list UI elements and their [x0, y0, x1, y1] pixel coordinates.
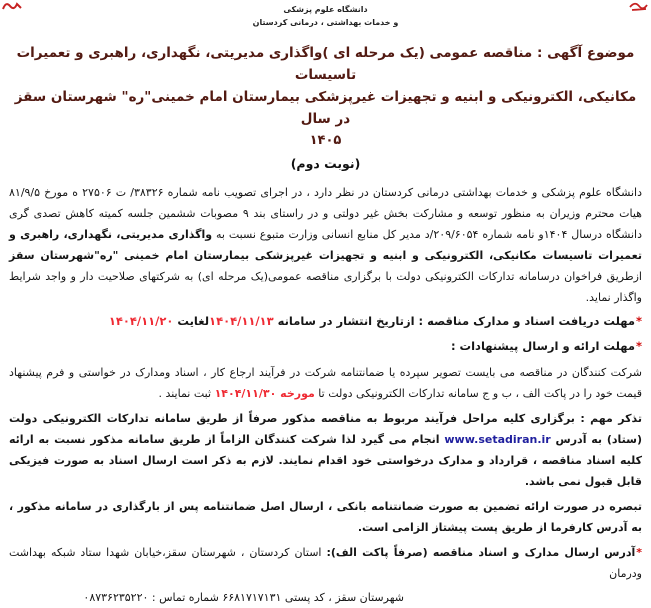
bank-guarantee-clause: تبصره در صورت ارائه تضمین به صورت ضمانتنامه بانکی ، ارسال اصل ضمانتنامه پس از بارگذاری در سامانه مذکور ، به آدرس کارفرما از طریق پست پیشتاز الزامی است. [9, 500, 642, 534]
address-label: آدرس ارسال مدارک و اسناد مناقصه (صرفاً پاکت الف): [326, 546, 636, 559]
important-note-run1: تذکر مهم : برگزاری کلیه مراحل فرآیند مربوط به مناقصه مذکور صرفاً از طریق سامانه تدارکات الکترونیکی دولت (ستاد) به آدرس [9, 412, 643, 446]
setadiran-link[interactable]: www.setadiran.ir [444, 433, 551, 446]
letterhead [9, 3, 642, 29]
address-paragraph [9, 542, 642, 584]
participants-run-closing: ثبت نمایند . [158, 387, 215, 400]
notice-title [9, 42, 642, 152]
letterhead-mark-left [2, 0, 22, 12]
letterhead-mark-right [629, 0, 649, 12]
asterisk-icon: * [636, 546, 642, 559]
notice-title-line2: مکانیکی، الکترونیکی و ابنیه و تجهیزات غیرپزشکی بیمارستان امام خمینی"ره" شهرستان سقز در سال [14, 89, 637, 127]
intro-run-bold-subject: واگذاری مدیریتی، نگهداری، راهبری و تعمیرات تاسیسات مکانیکی، الکترونیکی و ابنیه و تجهیزات غیرپزشکی بیمارستان امام خمینی "ره"شهرستان سقز [9, 228, 642, 262]
deadline-end-date: ۱۴۰۴/۱۱/۲۰ [108, 314, 174, 328]
submission-due-date: مورخه ۱۴۰۴/۱۱/۳۰ [214, 387, 315, 400]
participants-paragraph [9, 362, 642, 404]
round-label: (نوبت دوم) [290, 156, 361, 171]
asterisk-icon: * [635, 314, 642, 328]
important-note-paragraph [9, 408, 642, 492]
asterisk-icon: * [635, 339, 642, 353]
deadline-until-label: لغایت [173, 314, 210, 328]
letterhead-line2: و خدمات بهداشتی ، درمانی کردستان [252, 18, 399, 27]
letterhead-line1: دانشگاه علوم پزشکی [283, 5, 368, 14]
deadline-start-date: ۱۴۰۴/۱۱/۱۳ [209, 314, 274, 328]
submission-deadline-line [9, 335, 642, 358]
notice-title-line1: موضوع آگهی : مناقصه عمومی (یک مرحله ای )واگذاری مدیریتی، نگهداری، راهبری و تعمیرات تاسیسات [16, 45, 635, 83]
intro-run-closing: ازطریق فراخوان درسامانه تدارکات الکترونیکی دولت با برگزاری مناقصه عمومی(یک مرحله ای) به شرکتهای صلاحیت دار و واجد شرایط واگذار نماید. [9, 270, 642, 304]
contact-line: شهرستان سقز ، کد پستی ۶۶۸۱۷۱۷۱۳۱ شماره تماس : ۰۸۷۳۶۲۳۵۲۲۰ [83, 591, 404, 604]
address-value: استان کردستان ، شهرستان سقز،خیابان شهدا ستاد شبکه بهداشت ودرمان [9, 546, 642, 580]
deadline-docs-label: مهلت دریافت اسناد و مدارک مناقصه : ازتاریخ انتشار در سامانه [273, 314, 635, 328]
important-note-run2: انجام می گیرد لذا شرکت کنندگان الزاماً از طریق سامانه مذکور نسبت به ارائه کلیه اسناد مناقصه ، قرارداد و مدارک درخواستی خود اقدام نمایند. لازم به ذکر است ارسال اسناد به صورت فیزیکی قابل قبول نمی باشد. [9, 433, 642, 488]
participants-run-regular: شرکت کنندگان در مناقصه می بایست تصویر سپرده یا ضمانتنامه شرکت در فرآیند ارجاع کار ، اسناد ومدارک در خواستی و فرم پیشنهاد قیمت خود را در پاکت الف ، ب و ج سامانه تدارکات الکترونیکی دولت تا [9, 366, 642, 400]
submission-deadline-label: مهلت ارائه و ارسال پیشنهادات : [450, 339, 635, 353]
intro-paragraph [9, 182, 642, 308]
notice-title-year: ۱۴۰۵ [309, 133, 342, 148]
intro-run-regular: دانشگاه علوم پزشکی و خدمات بهداشتی درمانی کردستان در نظر دارد ، در اجرای تصویب نامه شماره ۳۸۳۲۶/ ت ۲۷۵۰۶ ه مورخ ۸۱/۹/۵ هیات محترم وزیران به منظور توسعه و مشارکت بخش غیر دولتی و در راستای بند ۹ مصوبات ششمین جلسه کمیته کاهش تصدی گری دانشگاه درسال ۱۴۰۴و نامه شماره ۲۰۹/۶۰۵۴/د مدیر کل منابع انسانی وزارت متبوع نسبت به [9, 186, 642, 241]
deadline-docs-line [9, 310, 642, 333]
